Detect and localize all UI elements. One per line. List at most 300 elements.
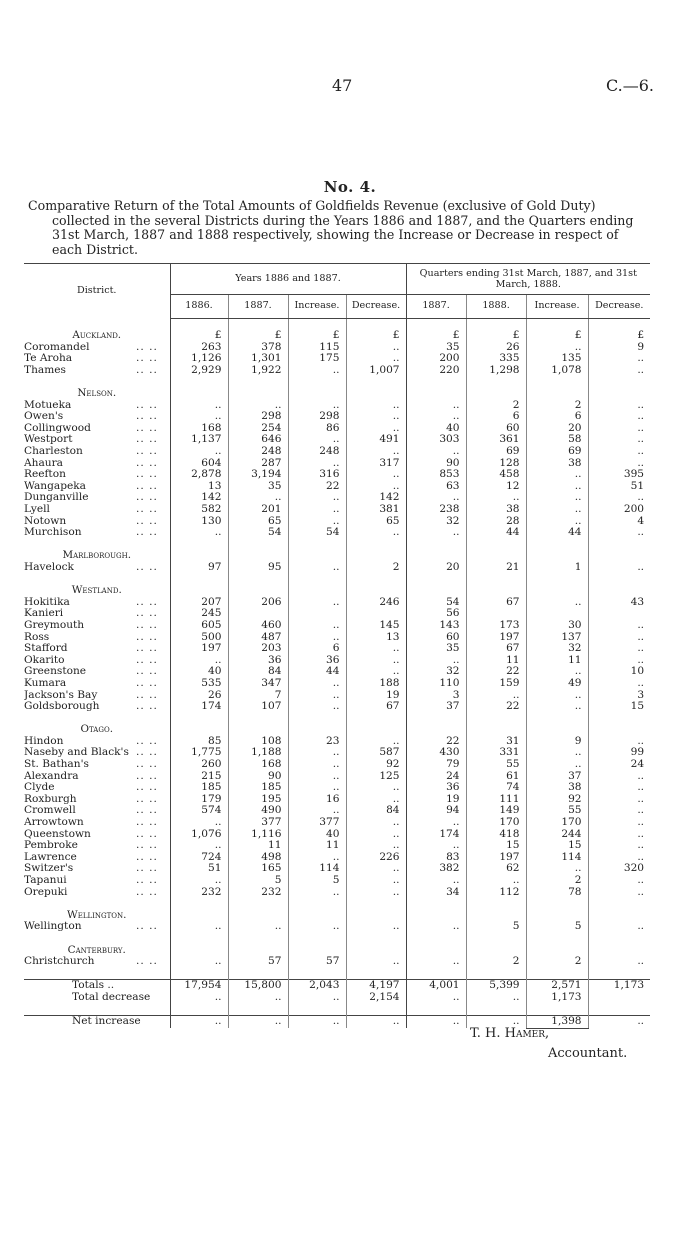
- currency-symbol: £: [228, 330, 288, 342]
- table-cell: [466, 910, 526, 922]
- summary-value: 1,173: [588, 980, 650, 992]
- table-row: [24, 643, 650, 655]
- table-cell: [588, 724, 650, 736]
- value-cell: ..: [588, 620, 650, 632]
- value-cell: ..: [288, 759, 346, 771]
- value-cell: ..: [346, 643, 406, 655]
- spacer-cell: [288, 1004, 346, 1016]
- value-cell: 63: [406, 481, 466, 493]
- table-cell: [466, 585, 526, 597]
- summary-value: ..: [228, 1016, 288, 1029]
- value-cell: ..: [588, 632, 650, 644]
- value-cell: 185: [170, 782, 228, 794]
- leader-dots: .. ..: [136, 805, 158, 817]
- spacer-cell: [346, 539, 406, 551]
- value-cell: 170: [466, 817, 526, 829]
- district-name: Greymouth: [24, 619, 85, 631]
- table-row: [24, 492, 650, 504]
- value-cell: 260: [170, 759, 228, 771]
- value-cell: 361: [466, 434, 526, 446]
- value-cell: ..: [346, 655, 406, 667]
- value-cell: 185: [228, 782, 288, 794]
- value-cell: ..: [346, 446, 406, 458]
- value-cell: ..: [406, 655, 466, 667]
- table-cell: [526, 388, 588, 400]
- value-cell: ..: [588, 365, 650, 377]
- value-cell: 36: [406, 782, 466, 794]
- value-cell: 24: [406, 771, 466, 783]
- value-cell: ..: [346, 782, 406, 794]
- leader-dots: .. ..: [136, 608, 158, 620]
- table-row: [24, 747, 650, 759]
- value-cell: 582: [170, 504, 228, 516]
- summary-label: Net increase: [72, 1015, 141, 1028]
- value-cell: 38: [466, 504, 526, 516]
- region-heading-row: [24, 330, 650, 342]
- value-cell: ..: [170, 446, 228, 458]
- value-cell: 4: [588, 516, 650, 528]
- value-cell: 11: [466, 655, 526, 667]
- value-cell: 174: [406, 829, 466, 841]
- currency-symbol: £: [588, 330, 650, 342]
- spacer-cell: [288, 376, 346, 388]
- leader-dots: .. ..: [136, 666, 158, 678]
- value-cell: 61: [466, 771, 526, 783]
- district-name-cell: [24, 887, 170, 899]
- district-name-cell: [24, 434, 170, 446]
- currency-symbol: £: [466, 330, 526, 342]
- value-cell: ..: [406, 400, 466, 412]
- value-cell: ..: [288, 771, 346, 783]
- value-cell: 60: [466, 423, 526, 435]
- value-cell: ..: [288, 782, 346, 794]
- spacer-cell: [288, 574, 346, 586]
- spacer-cell: [526, 713, 588, 725]
- value-cell: 65: [228, 516, 288, 528]
- value-cell: 28: [466, 516, 526, 528]
- table-cell: [526, 585, 588, 597]
- spacer-cell: [288, 713, 346, 725]
- region-heading-row: [24, 945, 650, 957]
- value-cell: ..: [526, 342, 588, 354]
- district-name-cell: [24, 469, 170, 481]
- value-cell: 9: [526, 736, 588, 748]
- value-cell: 303: [406, 434, 466, 446]
- district-name-cell: [24, 400, 170, 412]
- district-name: Owen's: [24, 411, 64, 423]
- spacer-row: [24, 574, 650, 586]
- value-cell: 335: [466, 353, 526, 365]
- summary-value: ..: [406, 992, 466, 1004]
- value-cell: ..: [288, 562, 346, 574]
- value-cell: ..: [288, 516, 346, 528]
- currency-symbol: £: [288, 330, 346, 342]
- value-cell: 381: [346, 504, 406, 516]
- district-name-cell: [24, 597, 170, 609]
- table-cell: [170, 388, 228, 400]
- value-cell: 498: [228, 852, 288, 864]
- value-cell: 44: [466, 527, 526, 539]
- value-cell: 1,076: [170, 829, 228, 841]
- value-cell: ..: [406, 840, 466, 852]
- value-cell: ..: [346, 921, 406, 933]
- table-row: [24, 736, 650, 748]
- value-cell: 51: [588, 481, 650, 493]
- spacer-cell: [526, 968, 588, 980]
- summary-value: ..: [228, 992, 288, 1004]
- summary-value: 15,800: [228, 980, 288, 992]
- value-cell: ..: [588, 423, 650, 435]
- spacer-cell: [406, 933, 466, 945]
- leader-dots: .. ..: [136, 399, 158, 411]
- value-cell: ..: [346, 736, 406, 748]
- description-line: 31st March, 1887 and 1888 respectively, showing the Increase or Decrease in respect of: [52, 227, 619, 243]
- table-row: [24, 887, 650, 899]
- value-cell: 5: [526, 921, 588, 933]
- value-cell: 114: [526, 852, 588, 864]
- district-name-cell: [24, 458, 170, 470]
- district-name-cell: [24, 411, 170, 423]
- value-cell: ..: [346, 469, 406, 481]
- district-name: Ross: [24, 631, 50, 643]
- table-row: [24, 458, 650, 470]
- value-cell: 574: [170, 805, 228, 817]
- total-decrease-row: [24, 992, 650, 1004]
- description-line: Comparative Return of the Total Amounts of Goldfields Revenue (exclusive of Gold Duty): [28, 198, 596, 213]
- value-cell: ..: [588, 411, 650, 423]
- value-cell: 195: [228, 794, 288, 806]
- value-cell: ..: [406, 921, 466, 933]
- value-cell: 168: [170, 423, 228, 435]
- leader-dots: .. ..: [136, 469, 158, 481]
- summary-value: 2,571: [526, 980, 588, 992]
- spacer-cell: [170, 713, 228, 725]
- value-cell: ..: [228, 400, 288, 412]
- value-cell: ..: [346, 840, 406, 852]
- summary-value: ..: [288, 1016, 346, 1029]
- spacer-cell: [588, 713, 650, 725]
- value-cell: ..: [288, 504, 346, 516]
- value-cell: 430: [406, 747, 466, 759]
- value-cell: 159: [466, 678, 526, 690]
- value-cell: ..: [288, 365, 346, 377]
- value-cell: 254: [228, 423, 288, 435]
- table-cell: [170, 724, 228, 736]
- value-cell: ..: [588, 887, 650, 899]
- spacer-cell: [526, 376, 588, 388]
- value-cell: ..: [170, 527, 228, 539]
- spacer-cell: [466, 713, 526, 725]
- district-name: Notown: [24, 515, 67, 527]
- summary-value: ..: [346, 1016, 406, 1029]
- summary-value: 1,398: [526, 1016, 588, 1029]
- table-row: [24, 446, 650, 458]
- value-cell: 1,188: [228, 747, 288, 759]
- district-name: Thames: [24, 364, 66, 376]
- value-cell: 331: [466, 747, 526, 759]
- value-cell: 3: [588, 690, 650, 702]
- district-name-cell: [24, 805, 170, 817]
- table-row: [24, 527, 650, 539]
- spacer-cell: [588, 968, 650, 980]
- currency-symbol: £: [170, 330, 228, 342]
- district-name-cell: [24, 875, 170, 887]
- leader-dots: .. ..: [136, 434, 158, 446]
- district-name-cell: [24, 817, 170, 829]
- district-name: Hindon: [24, 735, 64, 747]
- value-cell: 32: [406, 516, 466, 528]
- value-cell: 36: [288, 655, 346, 667]
- spacer-cell: [588, 539, 650, 551]
- value-cell: ..: [588, 794, 650, 806]
- value-cell: 15: [526, 840, 588, 852]
- district-name: Coromandel: [24, 341, 90, 353]
- spacer-cell: [346, 933, 406, 945]
- value-cell: 79: [406, 759, 466, 771]
- district-name-cell: [24, 736, 170, 748]
- district-name-cell: [24, 690, 170, 702]
- value-cell: 90: [228, 771, 288, 783]
- table-cell: [228, 910, 288, 922]
- value-cell: 604: [170, 458, 228, 470]
- column-header: Increase.: [526, 295, 588, 318]
- district-name: Reefton: [24, 469, 66, 481]
- leader-dots: .. ..: [136, 422, 158, 434]
- column-header: 1886.: [170, 295, 228, 318]
- column-header: 1887.: [406, 295, 466, 318]
- currency-symbol: £: [526, 330, 588, 342]
- value-cell: ..: [346, 411, 406, 423]
- value-cell: ..: [288, 747, 346, 759]
- table-cell: [406, 550, 466, 562]
- spacer-cell: [466, 898, 526, 910]
- value-cell: 84: [346, 805, 406, 817]
- district-name-cell: [24, 759, 170, 771]
- table-cell: [170, 585, 228, 597]
- value-cell: ..: [588, 434, 650, 446]
- spacer-cell: [170, 898, 228, 910]
- description-line: each District.: [52, 242, 138, 258]
- district-name: Switzer's: [24, 863, 74, 875]
- value-cell: 246: [346, 597, 406, 609]
- district-name-cell: [24, 782, 170, 794]
- value-cell: ..: [466, 690, 526, 702]
- summary-value: 5,399: [466, 980, 526, 992]
- value-cell: ..: [170, 400, 228, 412]
- table-cell: [588, 550, 650, 562]
- table-row: [24, 678, 650, 690]
- value-cell: ..: [288, 678, 346, 690]
- spacer-cell: [24, 574, 170, 586]
- spacer-cell: [406, 376, 466, 388]
- spacer-cell: [406, 898, 466, 910]
- value-cell: ..: [588, 492, 650, 504]
- leader-dots: .. ..: [136, 677, 158, 689]
- district-name: Roxburgh: [24, 793, 77, 805]
- value-cell: 69: [526, 446, 588, 458]
- value-cell: 2: [346, 562, 406, 574]
- table-row: [24, 771, 650, 783]
- value-cell: 107: [228, 701, 288, 713]
- table-row: [24, 956, 650, 968]
- district-name-cell: [24, 516, 170, 528]
- value-cell: 197: [466, 632, 526, 644]
- leader-dots: .. ..: [136, 921, 158, 933]
- value-cell: ..: [526, 492, 588, 504]
- value-cell: ..: [288, 632, 346, 644]
- leader-dots: .. ..: [136, 619, 158, 631]
- value-cell: ..: [588, 736, 650, 748]
- region-heading: Westland.: [71, 585, 122, 597]
- table-cell: [228, 585, 288, 597]
- value-cell: ..: [406, 492, 466, 504]
- district-name: Tapanui: [24, 875, 67, 886]
- table-row: [24, 794, 650, 806]
- district-name-cell: [24, 840, 170, 852]
- district-name-cell: [24, 771, 170, 783]
- value-cell: ..: [288, 805, 346, 817]
- value-cell: ..: [228, 921, 288, 933]
- value-cell: 2: [466, 956, 526, 968]
- district-name-cell: [24, 353, 170, 365]
- return-description: [28, 199, 654, 258]
- district-name-cell: [24, 852, 170, 864]
- spacer-row: [24, 933, 650, 945]
- spacer-cell: [346, 376, 406, 388]
- spacer-cell: [406, 1004, 466, 1016]
- spacer-cell: [346, 968, 406, 980]
- value-cell: ..: [346, 481, 406, 493]
- value-cell: 32: [526, 643, 588, 655]
- value-cell: 2: [466, 400, 526, 412]
- value-cell: ..: [170, 875, 228, 887]
- value-cell: ..: [406, 527, 466, 539]
- table-row: [24, 829, 650, 841]
- district-name: Queenstown: [24, 828, 91, 840]
- value-cell: ..: [170, 817, 228, 829]
- value-cell: 500: [170, 632, 228, 644]
- summary-value: ..: [170, 1016, 228, 1029]
- value-cell: 54: [288, 527, 346, 539]
- value-cell: ..: [588, 805, 650, 817]
- table-row: [24, 701, 650, 713]
- table-row: [24, 666, 650, 678]
- value-cell: 605: [170, 620, 228, 632]
- value-cell: 1,126: [170, 353, 228, 365]
- spacer-cell: [466, 318, 526, 330]
- value-cell: 418: [466, 829, 526, 841]
- value-cell: 175: [288, 353, 346, 365]
- district-name-cell: [24, 446, 170, 458]
- value-cell: 179: [170, 794, 228, 806]
- value-cell: 95: [228, 562, 288, 574]
- leader-dots: .. ..: [136, 631, 158, 643]
- value-cell: 38: [526, 782, 588, 794]
- table-cell: [526, 910, 588, 922]
- table-cell: [228, 550, 288, 562]
- spacer-cell: [346, 1004, 406, 1016]
- value-cell: ..: [526, 690, 588, 702]
- summary-value: 2,154: [346, 992, 406, 1004]
- value-cell: ..: [588, 527, 650, 539]
- value-cell: 26: [170, 690, 228, 702]
- table-row: [24, 597, 650, 609]
- summary-value: 2,043: [288, 980, 346, 992]
- leader-dots: .. ..: [136, 504, 158, 515]
- value-cell: 377: [288, 817, 346, 829]
- summary-value: ..: [466, 992, 526, 1004]
- value-cell: 110: [406, 678, 466, 690]
- value-cell: 316: [288, 469, 346, 481]
- spacer-cell: [526, 933, 588, 945]
- value-cell: 37: [526, 771, 588, 783]
- spacer-row: [24, 898, 650, 910]
- value-cell: 143: [406, 620, 466, 632]
- value-cell: 5: [288, 875, 346, 887]
- spacer-cell: [24, 713, 170, 725]
- district-name: Hokitika: [24, 596, 70, 608]
- value-cell: 145: [346, 620, 406, 632]
- value-cell: 86: [288, 423, 346, 435]
- value-cell: ..: [588, 840, 650, 852]
- value-cell: 15: [466, 840, 526, 852]
- spacer-cell: [170, 574, 228, 586]
- table-cell: [346, 388, 406, 400]
- value-cell: ..: [346, 353, 406, 365]
- value-cell: 10: [588, 666, 650, 678]
- value-cell: 220: [406, 365, 466, 377]
- value-cell: 200: [406, 353, 466, 365]
- value-cell: 40: [288, 829, 346, 841]
- value-cell: ..: [526, 759, 588, 771]
- value-cell: ..: [588, 678, 650, 690]
- value-cell: 31: [466, 736, 526, 748]
- spacer-cell: [588, 1004, 650, 1016]
- spacer-cell: [24, 539, 170, 551]
- table-cell: [406, 388, 466, 400]
- leader-dots: .. ..: [136, 527, 158, 539]
- document-reference: C.—6.: [605, 76, 654, 95]
- table-cell: [526, 724, 588, 736]
- table-row: [24, 921, 650, 933]
- value-cell: 6: [288, 643, 346, 655]
- table-cell: [406, 945, 466, 957]
- value-cell: 21: [466, 562, 526, 574]
- value-cell: 49: [526, 678, 588, 690]
- leader-dots: .. ..: [136, 793, 158, 805]
- value-cell: 3: [406, 690, 466, 702]
- table-row: [24, 805, 650, 817]
- summary-label-cell: [24, 1016, 170, 1029]
- value-cell: 115: [288, 342, 346, 354]
- spacer-cell: [170, 539, 228, 551]
- value-cell: 215: [170, 771, 228, 783]
- summary-value: ..: [170, 992, 228, 1004]
- value-cell: ..: [288, 921, 346, 933]
- value-cell: 54: [228, 527, 288, 539]
- value-cell: 36: [228, 655, 288, 667]
- value-cell: 378: [228, 342, 288, 354]
- table-row: [24, 782, 650, 794]
- table-cell: [466, 550, 526, 562]
- years-group-header: Years 1886 and 1887.: [170, 264, 406, 295]
- region-heading: Auckland.: [72, 330, 122, 342]
- goldfields-revenue-table: [24, 263, 650, 1029]
- value-cell: ..: [346, 400, 406, 412]
- value-cell: 85: [170, 736, 228, 748]
- leader-dots: .. ..: [136, 770, 158, 782]
- value-cell: 232: [228, 887, 288, 899]
